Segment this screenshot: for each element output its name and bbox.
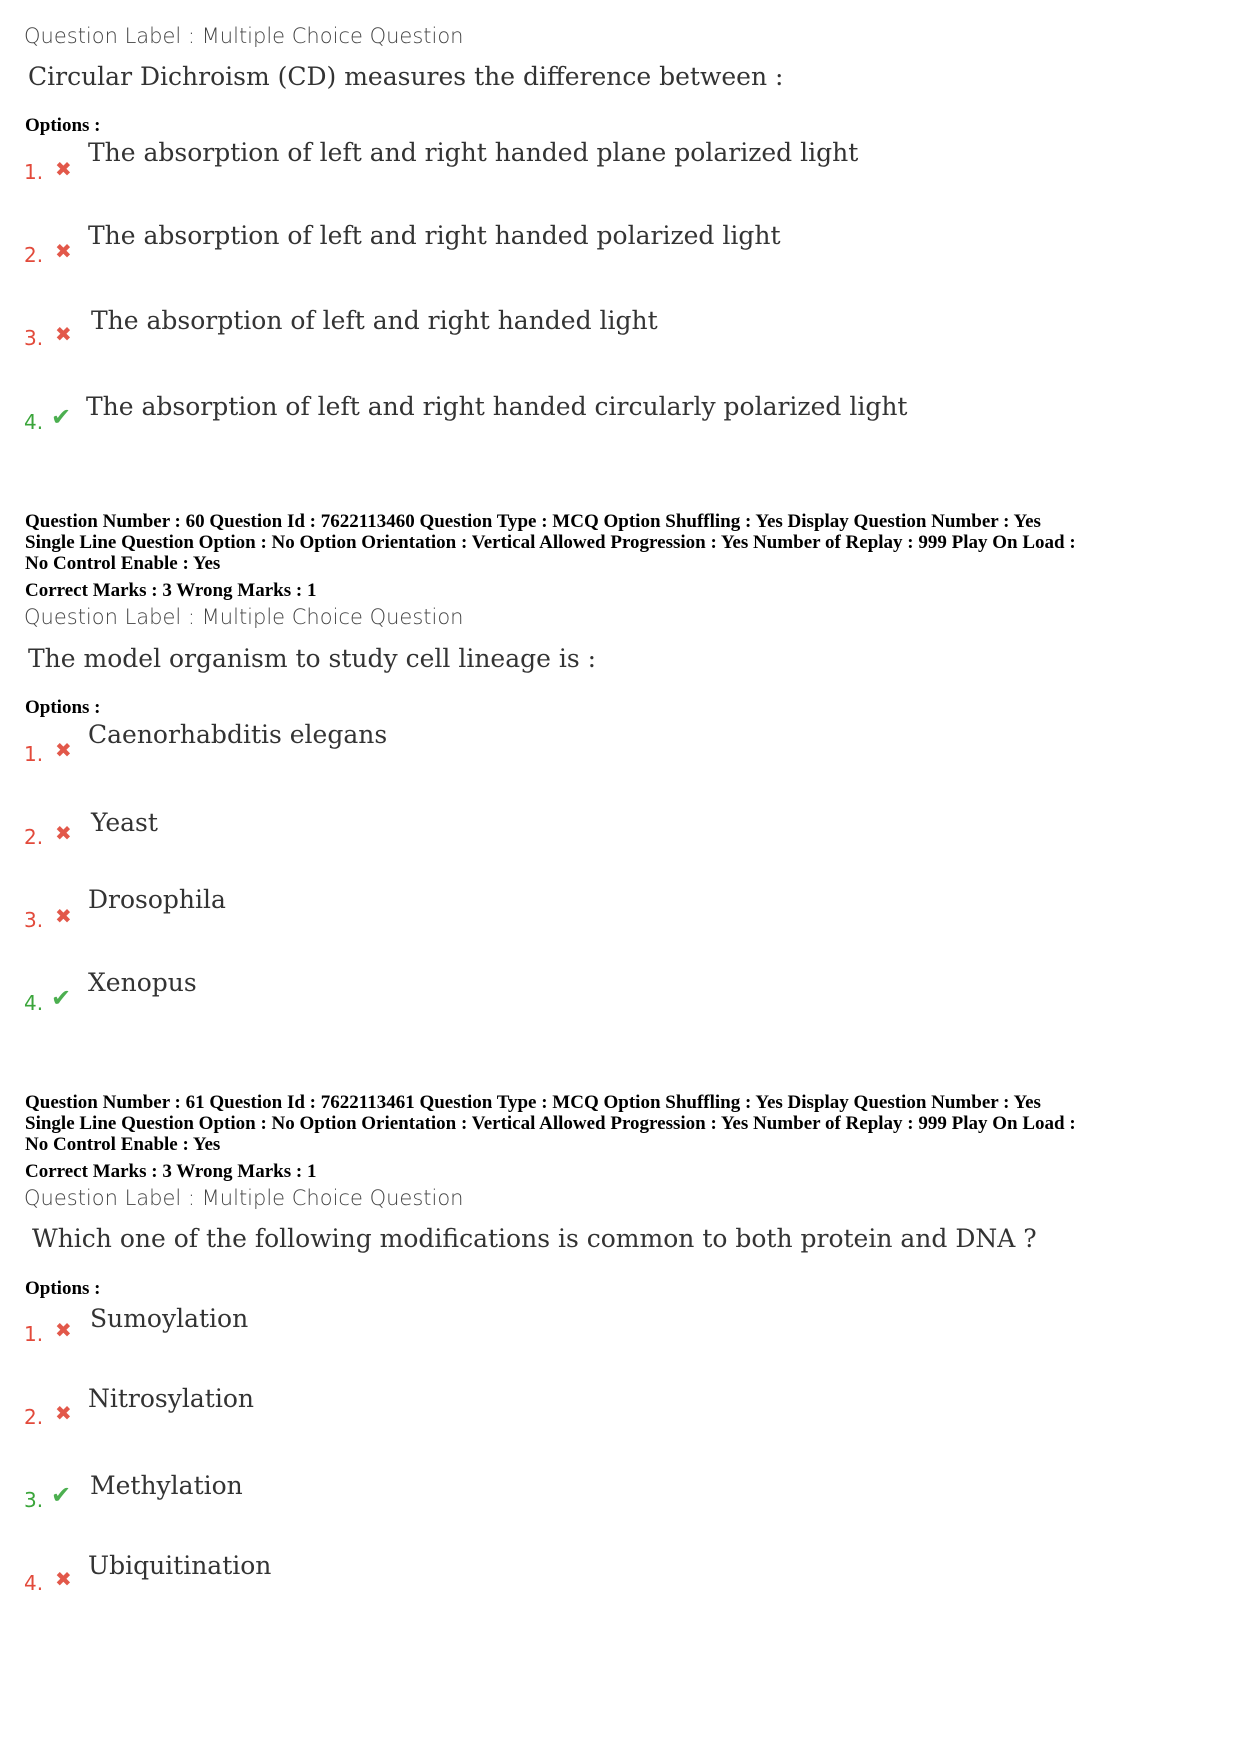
option-number: 2. xyxy=(24,1405,44,1429)
check-mark-icon: ✔ xyxy=(51,984,72,1012)
option-number: 3. xyxy=(24,1488,44,1512)
options-heading: Options : xyxy=(25,1278,101,1299)
option-number: 3. xyxy=(24,326,44,350)
option-text: Yeast xyxy=(91,808,158,837)
option-number: 4. xyxy=(24,1571,44,1595)
option-text: Xenopus xyxy=(88,968,197,997)
cross-mark-icon: ✖ xyxy=(55,157,72,181)
option-number: 4. xyxy=(24,410,44,434)
question-text: The model organism to study cell lineage is : xyxy=(28,644,597,673)
cross-mark-icon: ✖ xyxy=(55,1401,72,1425)
marks-info: Correct Marks : 3 Wrong Marks : 1 xyxy=(25,1161,317,1182)
cross-mark-icon: ✖ xyxy=(55,239,72,263)
option-number: 2. xyxy=(24,825,44,849)
cross-mark-icon: ✖ xyxy=(55,821,72,845)
cross-mark-icon: ✖ xyxy=(55,1567,72,1591)
option-text: The absorption of left and right handed polarized light xyxy=(88,221,781,250)
marks-info: Correct Marks : 3 Wrong Marks : 1 xyxy=(25,580,317,601)
question-meta-line: Question Number : 60 Question Id : 7622113460 Question Type : MCQ Option Shuffling : Yes Display Question Number : Yes xyxy=(25,511,1041,532)
option-number: 2. xyxy=(24,243,44,267)
check-mark-icon: ✔ xyxy=(51,1481,72,1509)
question-text: Circular Dichroism (CD) measures the difference between : xyxy=(28,62,784,91)
option-text: Nitrosylation xyxy=(88,1384,254,1413)
option-text: The absorption of left and right handed light xyxy=(91,306,658,335)
options-heading: Options : xyxy=(25,115,101,136)
option-number: 1. xyxy=(24,742,44,766)
option-text: Ubiquitination xyxy=(88,1551,272,1580)
question-meta-line: No Control Enable : Yes xyxy=(25,553,221,574)
cross-mark-icon: ✖ xyxy=(55,1318,72,1342)
question-meta-line: Single Line Question Option : No Option Orientation : Vertical Allowed Progression : Yes Number of Replay : 999 Play On Load : xyxy=(25,532,1076,553)
question-meta-line: Single Line Question Option : No Option Orientation : Vertical Allowed Progression : Yes Number of Replay : 999 Play On Load : xyxy=(25,1113,1076,1134)
option-number: 1. xyxy=(24,160,44,184)
option-number: 1. xyxy=(24,1322,44,1346)
options-heading: Options : xyxy=(25,697,101,718)
option-text: Drosophila xyxy=(88,885,226,914)
question-label: Question Label : Multiple Choice Question xyxy=(24,605,464,629)
cross-mark-icon: ✖ xyxy=(55,904,72,928)
question-meta-line: Question Number : 61 Question Id : 7622113461 Question Type : MCQ Option Shuffling : Yes Display Question Number : Yes xyxy=(25,1092,1041,1113)
cross-mark-icon: ✖ xyxy=(55,322,72,346)
option-text: Sumoylation xyxy=(90,1304,249,1333)
option-text: Caenorhabditis elegans xyxy=(88,720,388,749)
question-meta-line: No Control Enable : Yes xyxy=(25,1134,221,1155)
option-number: 4. xyxy=(24,991,44,1015)
question-text: Which one of the following modifications is common to both protein and DNA ? xyxy=(32,1224,1037,1253)
option-text: The absorption of left and right handed circularly polarized light xyxy=(86,392,908,421)
cross-mark-icon: ✖ xyxy=(55,738,72,762)
option-text: Methylation xyxy=(90,1471,243,1500)
check-mark-icon: ✔ xyxy=(51,403,72,431)
option-number: 3. xyxy=(24,908,44,932)
question-label: Question Label : Multiple Choice Question xyxy=(24,24,464,48)
option-text: The absorption of left and right handed plane polarized light xyxy=(88,138,859,167)
question-label: Question Label : Multiple Choice Question xyxy=(24,1186,464,1210)
